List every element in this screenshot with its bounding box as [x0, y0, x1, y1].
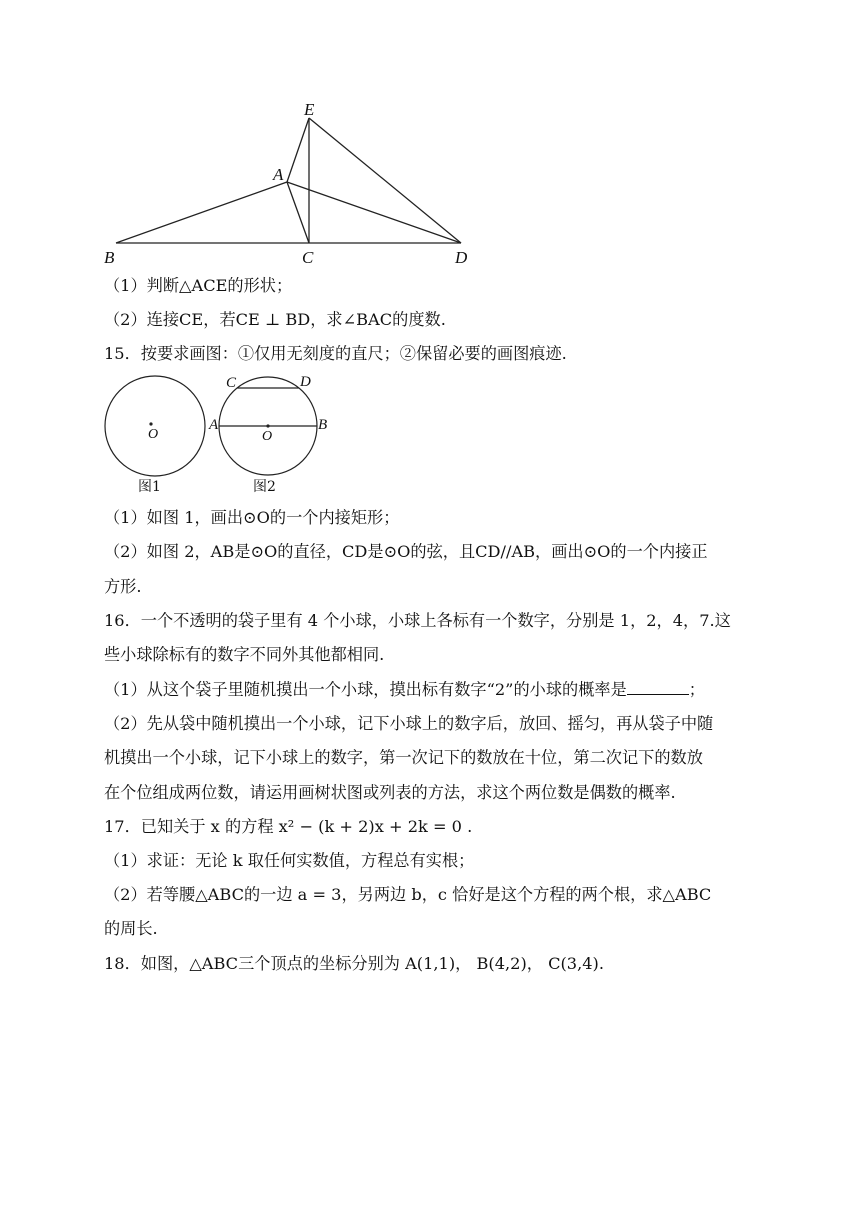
- label-e: E: [304, 100, 315, 119]
- segment-ab: [116, 182, 287, 243]
- circle2-label-c: C: [226, 375, 237, 391]
- q16-part2-line2: 机摸出一个小球，记下小球上的数字，第一次记下的数放在十位，第二次记下的数放: [104, 748, 703, 767]
- segment-ae: [287, 118, 309, 182]
- q16-part1-text: （1）从这个袋子里随机摸出一个小球，摸出标有数字“2”的小球的概率是: [104, 680, 627, 699]
- segment-ad: [287, 182, 461, 243]
- segment-ed: [309, 118, 461, 243]
- q18-stem: 18．如图，△ABC三个顶点的坐标分别为 A(1,1)， B(4,2)， C(3,4).: [104, 954, 604, 973]
- label-d: D: [455, 248, 468, 267]
- label-c: C: [302, 248, 314, 267]
- q16-part2-line3: 在个位组成两位数，请运用画树状图或列表的方法，求这个两位数是偶数的概率.: [104, 783, 676, 802]
- q16-part2-line1: （2）先从袋中随机摸出一个小球，记下小球上的数字后，放回、摇匀，再从袋子中随: [104, 714, 714, 733]
- segment-ac: [287, 182, 309, 243]
- q14-part2: （2）连接CE，若CE ⊥ BD，求∠BAC的度数.: [104, 310, 446, 329]
- q16-part1: [104, 679, 705, 701]
- circle2-label-b: B: [318, 417, 328, 433]
- q17-stem: 17．已知关于 x 的方程 x² − (k + 2)x + 2k = 0 .: [104, 817, 473, 836]
- q14-part1: （1）判断△ACE的形状；: [104, 276, 293, 295]
- q15-part2-line2: 方形.: [104, 577, 142, 596]
- center-dot-figure-1: [149, 422, 152, 425]
- q16-stem-line2: 些小球除标有的数字不同外其他都相同.: [104, 645, 385, 664]
- label-b: B: [104, 248, 115, 267]
- q16-stem-line1: 16．一个不透明的袋子里有 4 个小球，小球上各标有一个数字，分别是 1，2，4，7.这: [104, 611, 731, 630]
- circle1-label-o: O: [148, 427, 159, 442]
- answer-blank[interactable]: [627, 680, 689, 695]
- q17-part2-line2: 的周长.: [104, 919, 158, 938]
- circle2-label-a: A: [209, 417, 219, 433]
- circle2-label-d: D: [300, 374, 311, 390]
- caption-figure-1: 图1: [138, 479, 161, 495]
- circle2-label-o: O: [262, 429, 273, 444]
- center-dot-figure-2: [266, 424, 269, 427]
- q15-part1: （1）如图 1，画出⊙O的一个内接矩形；: [104, 508, 400, 527]
- caption-figure-2: 图2: [253, 479, 276, 495]
- q16-part1-end: ；: [688, 680, 705, 699]
- q17-part2-line1: （2）若等腰△ABC的一边 a = 3，另两边 b，c 恰好是这个方程的两个根，求△ABC: [104, 885, 712, 904]
- circle-figure-1: [105, 376, 205, 476]
- q17-part1: （1）求证：无论 k 取任何实数值，方程总有实根；: [104, 851, 475, 870]
- q15-part2-line1: （2）如图 2，AB是⊙O的直径，CD是⊙O的弦，且CD//AB，画出⊙O的一个内接正: [104, 542, 708, 561]
- q15-stem: 15．按要求画图：①仅用无刻度的直尺；②保留必要的画图痕迹.: [104, 344, 567, 363]
- label-a: A: [273, 165, 284, 184]
